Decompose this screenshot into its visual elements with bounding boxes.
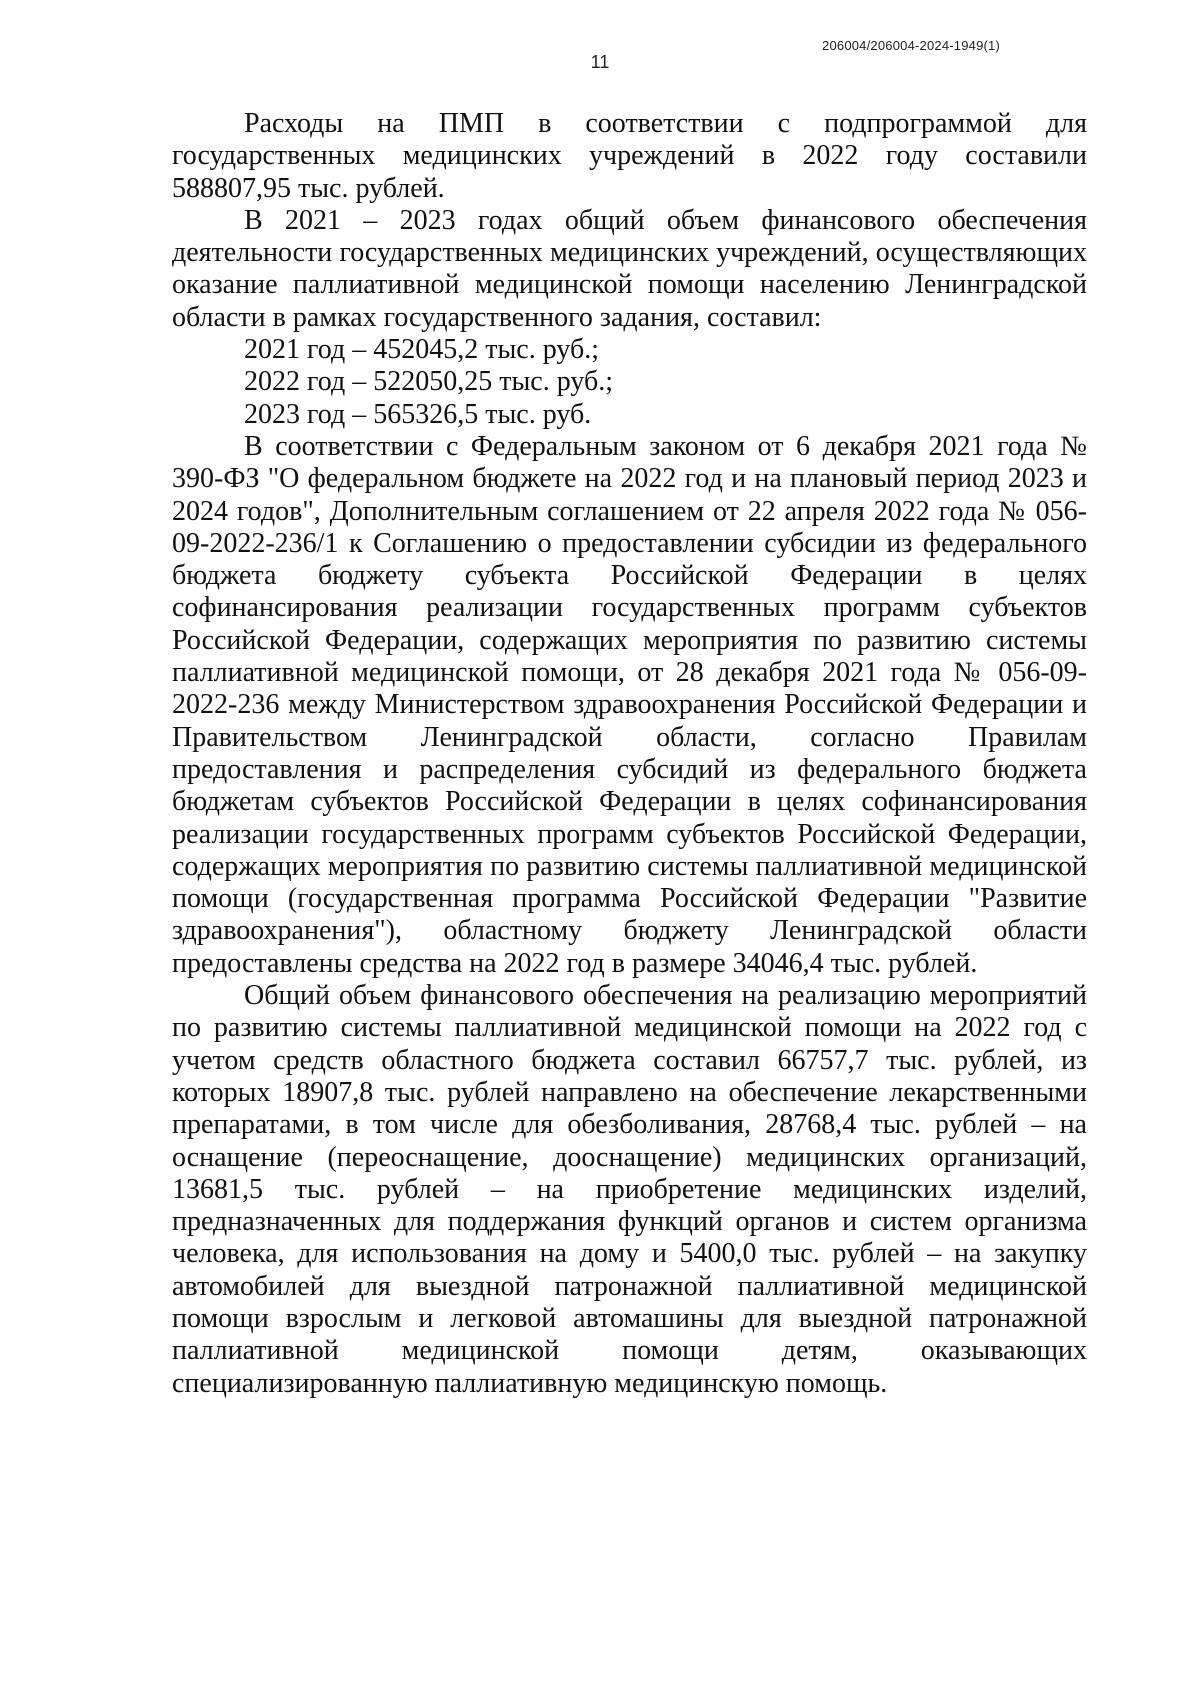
financing-line-2021: 2021 год – 452045,2 тыс. руб.;: [244, 334, 599, 366]
document-body: [172, 108, 1087, 1400]
paragraph-total-financing: Общий объем финансового обеспечения на реализацию мероприятий по развитию системы паллиативной медицинской помощи на 2022 год с учетом средств областного бюджета составил 66757,7 тыс. рублей, из которых 18907,8 тыс. рублей направлено на обеспечение лекарственными препаратами, в том числе для обезболивания, 28768,4 тыс. рублей – на оснащение (переоснащение, дооснащение) медицинских организаций, 13681,5 тыс. рублей – на приобретение медицинских изделий, предназначенных для поддержания функций органов и систем организма человека, для использования на дому и 5400,0 тыс. рублей – на закупку автомобилей для выездной патронажной паллиативной медицинской помощи взрослым и легковой автомашины для выездной патронажной паллиативной медицинской помощи детям, оказывающих специализированную паллиативную медицинскую помощь.: [172, 980, 1087, 1399]
document-id: 206004/206004-2024-1949(1): [822, 38, 1000, 53]
paragraph-financing-volume: В 2021 – 2023 годах общий объем финансового обеспечения деятельности государственных медицинских учреждений, осуществляющих оказание паллиативной медицинской помощи населению Ленинградской области в рамках государственного задания, составил:: [172, 204, 1087, 333]
paragraph-federal-law: В соответствии с Федеральным законом от 6 декабря 2021 года № 390-ФЗ "О федеральном бюджете на 2022 год и на плановый период 2023 и 2024 годов", Дополнительным соглашением от 22 апреля 2022 года № 056-09-2022-236/1 к Соглашению о предоставлении субсидии из федерального бюджета бюджету субъекта Российской Федерации в целях софинансирования реализации государственных программ субъектов Российской Федерации, содержащих мероприятия по развитию системы паллиативной медицинской помощи, от 28 декабря 2021 года № 056-09-2022-236 между Министерством здравоохранения Российской Федерации и Правительством Ленинградской области, согласно Правилам предоставления и распределения субсидий из федерального бюджета бюджетам субъектов Российской Федерации в целях софинансирования реализации государственных программ субъектов Российской Федерации, содержащих мероприятия по развитию системы паллиативной медицинской помощи (государственная программа Российской Федерации "Развитие здравоохранения"), областному бюджету Ленинградской области предоставлены средства на 2022 год в размере 34046,4 тыс. рублей.: [172, 430, 1087, 979]
financing-line-2023: 2023 год – 565326,5 тыс. руб.: [244, 398, 592, 430]
page-number: 11: [590, 52, 610, 72]
paragraph-pmp-expenses: Расходы на ПМП в соответствии с подпрограммой для государственных медицинских учреждений в 2022 году составили 588807,95 тыс. рублей.: [172, 108, 1087, 204]
financing-line-2022: 2022 год – 522050,25 тыс. руб.;: [244, 366, 613, 398]
